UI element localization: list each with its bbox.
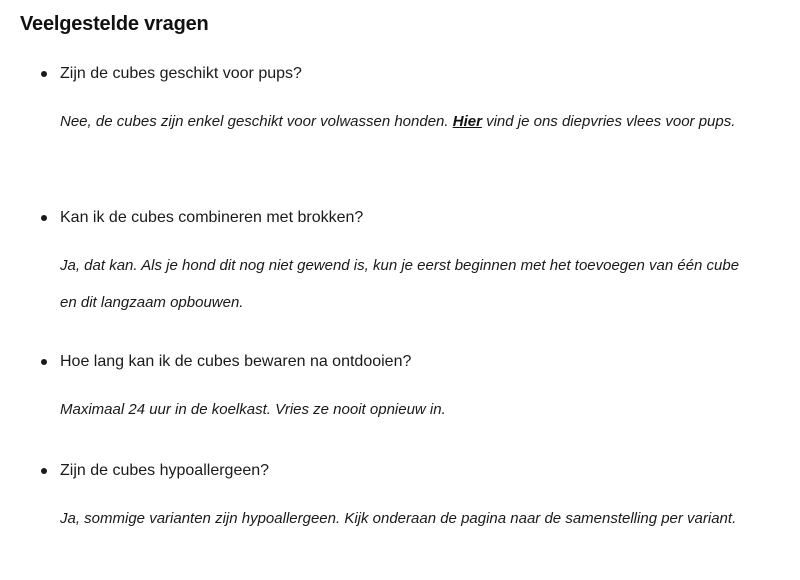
faq-question <box>20 205 750 231</box>
faq-answer: Maximaal 24 uur in de koelkast. Vries ze nooit opnieuw in. <box>60 401 446 418</box>
pups-link[interactable]: Hier <box>452 113 482 130</box>
faq-question-text: Hoe lang kan ik de cubes bewaren na ontdooien? <box>60 353 412 370</box>
faq-answer-text: Nee, de cubes zijn enkel geschikt voor volwassen honden. <box>60 113 453 130</box>
bullet-icon <box>41 215 47 221</box>
faq-section <box>20 0 780 527</box>
faq-question-text: Zijn de cubes hypoallergeen? <box>60 462 270 479</box>
faq-question <box>20 458 750 484</box>
faq-answer: Ja, dat kan. Als je hond dit nog niet gewend is, kun je eerst beginnen met het toevoegen van één cube en dit langzaam opbouwen. <box>60 257 740 311</box>
bullet-icon <box>41 468 47 474</box>
faq-item <box>20 61 750 140</box>
faq-item <box>20 458 750 537</box>
faq-question <box>20 349 750 375</box>
bullet-icon <box>41 359 47 365</box>
bullet-icon <box>41 71 47 77</box>
faq-answer <box>20 103 750 140</box>
faq-question <box>20 61 750 87</box>
faq-item <box>20 205 750 321</box>
faq-answer-text: vind je ons diepvries vlees voor pups. <box>481 113 736 130</box>
faq-title: Veelgestelde vragen <box>20 13 209 35</box>
faq-item <box>20 349 750 428</box>
faq-answer: Ja, sommige varianten zijn hypoallergeen. Kijk onderaan de pagina naar de samenstelling per variant. <box>60 510 737 527</box>
faq-question-text: Kan ik de cubes combineren met brokken? <box>60 209 364 226</box>
faq-question-text: Zijn de cubes geschikt voor pups? <box>60 65 302 82</box>
